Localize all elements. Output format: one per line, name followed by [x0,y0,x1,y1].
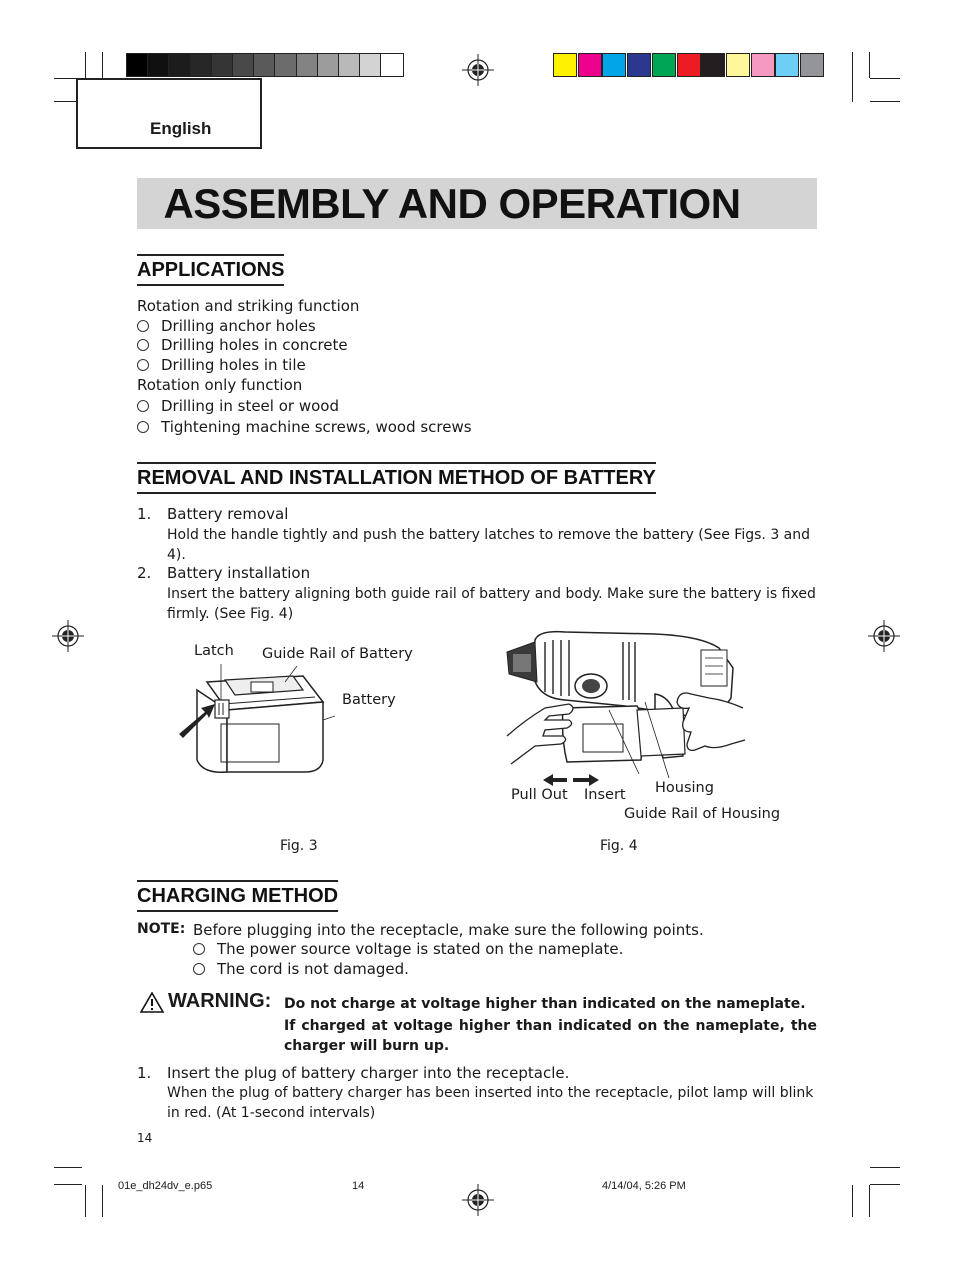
page-title: ASSEMBLY AND OPERATION [163,180,741,227]
footer-sheet-number: 14 [352,1180,365,1192]
list-item: Drilling holes in tile [137,356,306,374]
language-label: English [150,119,212,138]
color-swatch [652,53,676,77]
circle-bullet-icon [137,421,149,433]
warning-line2: If charged at voltage higher than indicated on the nameplate, the charger will burn up. [284,1018,817,1054]
battery-step2-text: Insert the battery aligning both guide rail of battery and body. Make sure the battery is fixed firmly. (See Fig. 4) [167,586,816,622]
battery-step1-text: Hold the handle tightly and push the battery latches to remove the battery (See Figs. 3 and 4). [167,527,811,563]
circle-bullet-icon [193,943,205,955]
applications-group2-title: Rotation only function [137,376,303,394]
list-item: Drilling holes in concrete [137,336,348,354]
charging-step1-num: 1. [137,1064,152,1082]
list-item: The power source voltage is stated on the nameplate. [193,940,623,958]
circle-bullet-icon [137,400,149,412]
registration-mark-bottom [462,1184,494,1216]
list-item: Tightening machine screws, wood screws [137,418,472,436]
circle-bullet-icon [137,339,149,351]
circle-bullet-icon [137,359,149,371]
color-swatch [701,53,725,77]
fig4-pull-out-label: Pull Out [511,787,568,803]
warning-line1: Do not charge at voltage higher than indicated on the nameplate. [284,996,806,1012]
registration-mark-top [462,54,494,86]
applications-heading: APPLICATIONS [137,254,284,286]
battery-step2-title: Battery installation [167,564,311,582]
color-swatch [553,53,577,77]
footer-file-name: 01e_dh24dv_e.p65 [118,1180,213,1192]
charging-step1-title: Insert the plug of battery charger into the receptacle. [167,1064,570,1082]
battery-step2-num: 2. [137,564,152,582]
color-swatch [726,53,750,77]
list-item: Drilling anchor holes [137,317,316,335]
footer-timestamp: 4/14/04, 5:26 PM [602,1180,686,1192]
fig4-caption: Fig. 4 [600,838,638,854]
fig3-latch-label: Latch [194,643,234,659]
drill-battery-illustration [505,628,750,798]
circle-bullet-icon [137,320,149,332]
title-bar [137,178,817,229]
charging-heading: CHARGING METHOD [137,880,338,912]
page-number: 14 [137,1131,153,1145]
color-swatch [380,53,404,77]
warning-triangle-icon [140,992,164,1013]
color-swatch [677,53,701,77]
list-item: The cord is not damaged. [193,960,409,978]
fig4-guide-rail-label: Guide Rail of Housing [624,806,781,822]
color-swatch [627,53,651,77]
color-swatch [751,53,775,77]
fig4-housing-label: Housing [655,780,714,796]
fig3-guide-rail-label: Guide Rail of Battery [262,646,413,662]
circle-bullet-icon [193,963,205,975]
charging-step1-text: When the plug of battery charger has been inserted into the receptacle, pilot lamp will blink in red. (At 1-second intervals) [167,1085,814,1121]
note-label: NOTE: [137,921,186,937]
color-swatch [775,53,799,77]
fig4-insert-label: Insert [584,787,626,803]
registration-mark-right [868,620,900,652]
fig3-battery-label: Battery [342,692,396,708]
battery-step1-num: 1. [137,505,152,523]
battery-illustration [175,660,335,780]
battery-step1-title: Battery removal [167,505,289,523]
applications-group1-title: Rotation and striking function [137,297,360,315]
registration-mark-left [52,620,84,652]
warning-label: WARNING: [168,990,272,1012]
color-swatch [602,53,626,77]
color-swatch [800,53,824,77]
note-text: Before plugging into the receptacle, make sure the following points. [193,921,704,939]
color-swatch [578,53,602,77]
battery-heading: REMOVAL AND INSTALLATION METHOD OF BATTERY [137,462,656,494]
list-item: Drilling in steel or wood [137,397,339,415]
fig3-caption: Fig. 3 [280,838,318,854]
